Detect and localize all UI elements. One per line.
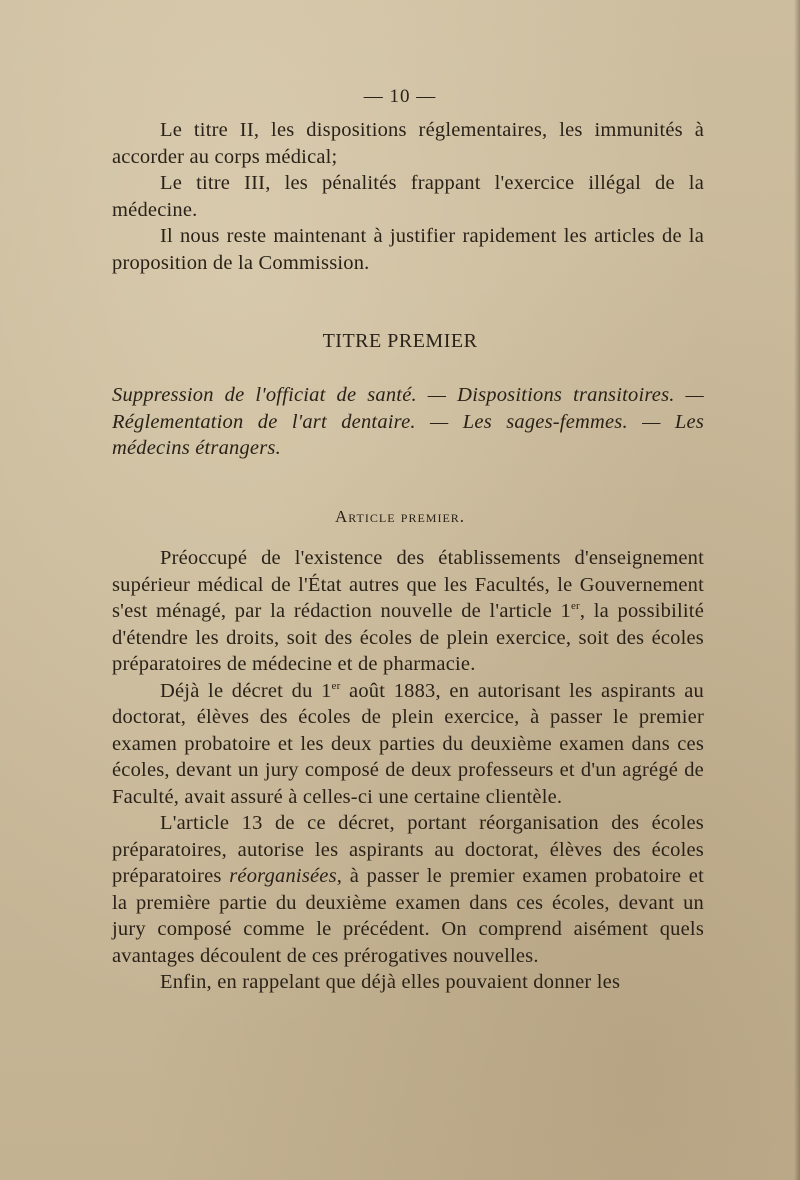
- superscript: er: [331, 679, 341, 692]
- article-heading: Article premier.: [334, 507, 466, 526]
- text-span: , à passer le premier examen probatoire et la première partie du deuxième examen dans ces écoles, devant un jury composé comme le précédent. On comprend aisément quels avantages découlent de ces prérogatives nouvelles.: [112, 865, 704, 967]
- text-span: , la possibilité d'étendre les droits, soit des écoles de plein exercice, soit des écoles préparatoires de médecine et de pharmacie.: [112, 600, 704, 675]
- section-subtitle: Suppression de l'officiat de santé. — Dispositions transitoires. — Réglementation de l'art dentaire. — Les sages-femmes. — Les médecins étrangers.: [112, 384, 704, 459]
- intro-paragraph: Il nous reste maintenant à justifier rapidement les articles de la proposition de la Commission.: [112, 225, 704, 274]
- superscript: er: [570, 600, 580, 613]
- text-span: août 1883, en autorisant les aspirants au doctorat, élèves des écoles de plein exercice, à passer le premier examen probatoire et les deux parties du deuxième examen dans ces écoles, devant un jury composé de deux professeurs et d'un agrégé de Faculté, avait assuré à celles-ci une certaine clientèle.: [112, 679, 704, 808]
- article-paragraph: [112, 545, 704, 678]
- intro-paragraph: Le titre III, les pénalités frappant l'exercice illégal de la médecine.: [112, 172, 704, 221]
- section-title: TITRE PREMIER: [322, 330, 478, 352]
- section-subtitle-block: [112, 382, 704, 462]
- article-body: [112, 545, 704, 996]
- text-span: L'article 13 de ce décret, portant réorganisation des écoles préparatoires, autorise les aspirants au doctorat, élèves des écoles préparatoires: [112, 812, 704, 887]
- text-span: Déjà le décret du 1: [160, 679, 332, 702]
- article-paragraph: [112, 810, 704, 969]
- intro-paragraph: Le titre II, les dispositions réglementaires, les immunités à accorder au corps médical;: [112, 119, 704, 168]
- article-paragraph: Enfin, en rappelant que déjà elles pouvaient donner les: [160, 971, 621, 993]
- emphasis-text: réorganisées: [229, 865, 337, 887]
- text-span: Préoccupé de l'existence des établissements d'enseignement supérieur médical de l'État autres que les Facultés, le Gouvernement s'est ménagé, par la rédaction nouvelle de l'article 1: [112, 547, 704, 622]
- article-paragraph: [112, 678, 704, 811]
- page-edge-shadow: [794, 0, 800, 1180]
- page-number: — 10 —: [363, 86, 437, 107]
- intro-section: [112, 117, 704, 276]
